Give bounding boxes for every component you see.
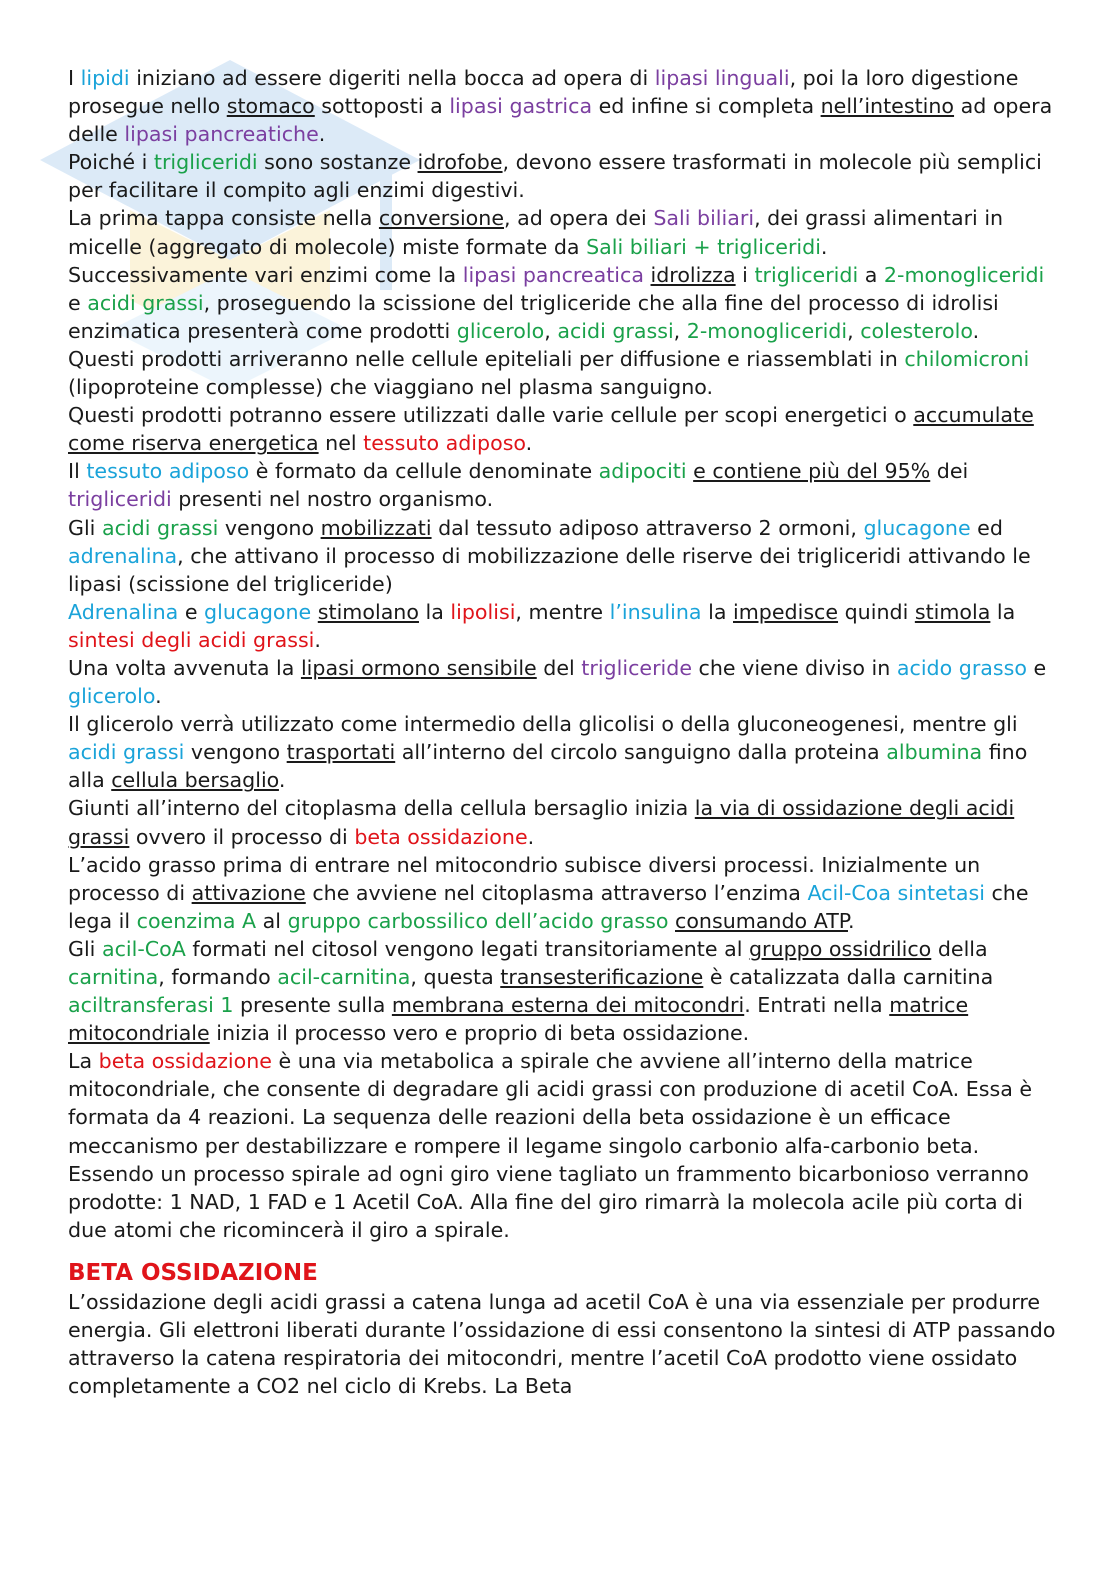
highlighted-term: coenzima A <box>136 908 257 933</box>
text-run: Gli <box>68 936 102 961</box>
text-run: inizia il processo vero e proprio di beta ossidazione. <box>209 1021 750 1046</box>
text-run: , devono essere trasformati in molecole più semplici per facilitare il compito agli enzimi digestivi. <box>68 150 1042 203</box>
text-run: . <box>155 684 162 709</box>
text-run: . Entrati nella <box>744 993 890 1018</box>
text-run: , dei grassi alimentari in micelle (aggregato di molecole) miste formate da <box>68 206 1004 259</box>
underlined-term: stimola <box>914 599 991 624</box>
text-run: . <box>820 234 828 259</box>
highlighted-term: l’insulina <box>609 599 702 624</box>
text-run: che avviene nel citoplasma attraverso l’enzima <box>305 880 808 905</box>
paragraph <box>68 1047 1058 1159</box>
text-run: e <box>1027 655 1047 680</box>
text-run: ad opera delle <box>68 94 1053 147</box>
text-run: . <box>278 768 286 793</box>
text-run: a <box>858 262 884 287</box>
text-run: Questi prodotti potranno essere utilizzati dalle varie cellule per scopi energetici o <box>68 403 914 428</box>
text-run: Il <box>68 459 87 484</box>
text-run: Giunti all’interno del citoplasma della cellula bersaglio inizia <box>68 796 695 821</box>
highlighted-term: glicerolo <box>68 684 156 709</box>
text-run: che lega il <box>68 880 1029 933</box>
paragraph <box>68 851 1058 935</box>
text-run: . <box>972 318 980 343</box>
text-run: è formato da cellule denominate <box>249 459 599 484</box>
highlighted-term: acidi grassi <box>101 515 219 540</box>
highlighted-term: acido grasso <box>896 655 1027 680</box>
text-run: , mentre <box>515 599 610 624</box>
body-paragraphs <box>68 64 1058 1244</box>
text-run: la <box>701 599 733 624</box>
section-heading: BETA OSSIDAZIONE <box>68 1259 318 1286</box>
highlighted-term: chilomicroni <box>904 346 1030 371</box>
text-run: la <box>990 599 1016 624</box>
text-run: nel <box>318 431 364 456</box>
highlighted-term: Sali biliari + trigliceridi <box>586 234 821 259</box>
paragraph <box>68 794 1058 850</box>
text-run: . <box>847 908 855 933</box>
highlighted-term: sintesi degli acidi grassi <box>68 627 315 652</box>
underlined-term: stimolano <box>317 599 419 624</box>
paragraph <box>68 401 1058 457</box>
underlined-term: accumulate come riserva energetica <box>68 403 1034 456</box>
highlighted-term: lipolisi <box>450 599 516 624</box>
text-run: presenti nel nostro organismo. <box>171 487 494 512</box>
highlighted-term: acil-carnitina <box>277 965 411 989</box>
text-run: Successivamente vari enzimi come la <box>68 262 463 287</box>
text-run: , proseguendo la scissione del trigliceride che alla fine del processo di idrolisi enzimatica presenterà come prodotti <box>68 290 999 343</box>
text-run: . <box>314 627 321 652</box>
highlighted-term: lipasi gastrica <box>449 94 593 119</box>
underlined-term: trasportati <box>286 740 396 765</box>
underlined-term: stomaco <box>226 94 315 119</box>
paragraph <box>68 1160 1058 1244</box>
paragraph <box>68 345 1058 401</box>
text-run: formati nel citosol vengono legati transitoriamente al <box>185 936 749 961</box>
paragraph <box>68 935 1058 1047</box>
text-run: ed <box>970 515 1003 540</box>
highlighted-term: lipasi pancreatica <box>462 262 644 287</box>
text-run: al <box>256 908 288 933</box>
underlined-term: membrana esterna dei mitocondri <box>391 993 745 1018</box>
highlighted-term: acil-CoA <box>101 936 186 961</box>
highlighted-term: trigliceridi <box>68 487 172 512</box>
text-run: vengono <box>184 740 287 765</box>
underlined-term: matrice mitocondriale <box>68 993 969 1046</box>
underlined-term: impedisce <box>733 599 839 624</box>
text-run: dei <box>930 459 969 484</box>
paragraph <box>68 598 1058 654</box>
highlighted-term: beta ossidazione <box>354 824 528 849</box>
paragraph <box>68 148 1058 204</box>
underlined-term: cellula bersaglio <box>111 768 279 793</box>
text-run: e <box>178 599 205 624</box>
text-run: è una via metabolica a spirale che avviene all’interno della matrice mitocondriale, che consente di degradare gli acidi grassi con produzione di acetil CoA. Essa è formata da 4 reazioni. La sequenza delle reazioni della beta ossidazione è un efficace meccanismo per destabilizzare e rompere il legame singolo carbonio alfa-carbonio beta. <box>68 1049 1033 1158</box>
text-run: La prima tappa consiste nella <box>68 206 379 231</box>
text-run: Una volta avvenuta la <box>68 655 301 680</box>
underlined-term: transesterificazione <box>500 965 704 989</box>
text-run: (lipoproteine complesse) che viaggiano nel plasma sanguigno. <box>68 375 714 400</box>
text-run: fino alla <box>68 740 1028 793</box>
text-run: la <box>418 599 451 624</box>
underlined-term: gruppo ossidrilico <box>748 936 932 961</box>
highlighted-term: lipasi linguali <box>654 66 790 90</box>
text-run: vengono <box>218 515 321 540</box>
highlighted-term: albumina <box>886 740 983 765</box>
highlighted-term: beta ossidazione <box>98 1049 272 1074</box>
highlighted-term: 2-monogliceridi <box>686 318 848 343</box>
text-run: . <box>527 824 535 849</box>
text-run: La <box>68 1049 99 1074</box>
paragraph <box>68 64 1058 148</box>
text-run: , <box>673 318 687 343</box>
text-run: e <box>68 290 88 315</box>
text-run: I <box>68 66 81 90</box>
text-run: all’interno del circolo sanguigno dalla proteina <box>395 740 887 765</box>
highlighted-term: tessuto adiposo <box>363 431 526 456</box>
text-run: , ad opera dei <box>504 206 654 231</box>
text-run: iniziano ad essere digeriti nella bocca ad opera di <box>129 66 655 90</box>
paragraph <box>68 261 1058 345</box>
text-run: i <box>735 262 755 287</box>
highlighted-term: colesterolo <box>860 318 973 343</box>
highlighted-term: carnitina <box>68 965 159 989</box>
text-run: ovvero il processo di <box>129 824 355 849</box>
highlighted-term: gruppo carbossilico dell’acido grasso <box>287 908 669 933</box>
highlighted-term: trigliceridi <box>153 150 258 175</box>
text-run: quindi <box>838 599 915 624</box>
highlighted-term: acidi grassi <box>557 318 674 343</box>
underlined-term: idrolizza <box>650 262 736 287</box>
underlined-term: e contiene più del 95% <box>693 459 931 484</box>
highlighted-term: adrenalina <box>68 543 178 568</box>
text-run: della <box>931 936 988 961</box>
paragraph <box>68 457 1058 513</box>
underlined-term: la via di ossidazione degli acidi grassi <box>68 796 1015 849</box>
text-run: del <box>536 655 582 680</box>
paragraph <box>68 654 1058 710</box>
text-run: presente sulla <box>233 993 392 1018</box>
text-run: ed infine si completa <box>592 94 821 119</box>
text-run: che viene diviso in <box>692 655 897 680</box>
highlighted-term: Sali biliari <box>653 206 755 231</box>
highlighted-term: trigliceride <box>581 655 692 680</box>
text-run: sono sostanze <box>257 150 418 175</box>
highlighted-term: glucagone <box>863 515 971 540</box>
text-run: Gli <box>68 515 102 540</box>
paragraph <box>68 514 1058 598</box>
text-run: , <box>847 318 861 343</box>
underlined-term: conversione <box>378 206 504 231</box>
text-run: Questi prodotti arriveranno nelle cellule epiteliali per diffusione e riassemblati in <box>68 346 905 371</box>
underlined-term: mobilizzati <box>320 515 432 540</box>
underlined-term: attivazione <box>191 880 306 905</box>
paragraph <box>68 204 1058 260</box>
text-run: , <box>544 318 558 343</box>
highlighted-term: adipociti <box>598 459 687 484</box>
text-run: sottoposti a <box>314 94 450 119</box>
highlighted-term: 2-monogliceridi <box>883 262 1045 287</box>
text-run: . <box>525 431 533 456</box>
text-run: . <box>318 122 326 147</box>
highlighted-term: tessuto adiposo <box>86 459 250 484</box>
text-run: Essendo un processo spirale ad ogni giro viene tagliato un frammento bicarbonioso verranno prodotte: 1 NAD, 1 FAD e 1 Acetil CoA. Alla fine del giro rimarrà la molecola acile più corta di due atomi che ricomincerà il giro a spirale. <box>68 1161 1029 1242</box>
text-run: Il glicerolo verrà utilizzato come intermedio della glicolisi o della gluconeogenesi, mentre gli <box>68 712 1018 737</box>
highlighted-term: trigliceridi <box>754 262 859 287</box>
text-run: L’acido grasso prima di entrare nel mitocondrio subisce diversi processi. Inizialmente un processo di <box>68 852 981 905</box>
highlighted-term: lipasi pancreatiche <box>124 122 319 147</box>
highlighted-term: Adrenalina <box>68 599 179 624</box>
highlighted-term: Acil-Coa sintetasi <box>807 880 985 905</box>
highlighted-term: glucagone <box>204 599 312 624</box>
highlighted-term: glicerolo <box>456 318 545 343</box>
highlighted-term: acidi grassi <box>68 740 185 765</box>
highlighted-term: acidi grassi <box>87 290 204 315</box>
text-run: , che attivano il processo di mobilizzazione delle riserve dei trigliceridi attivando le lipasi (scissione del trigliceride) <box>68 543 1031 596</box>
underlined-term: idrofobe <box>417 150 503 175</box>
paragraph <box>68 710 1058 794</box>
section-body: L’ossidazione degli acidi grassi a catena lunga ad acetil CoA è una via essenziale per produrre energia. Gli elettroni liberati durante l’ossidazione di essi consentono la sintesi di ATP passando attraverso la catena respiratoria dei mitocondri, mentre l’acetil CoA prodotto viene ossidato completamente a CO2 nel ciclo di Krebs. La Beta <box>68 1289 1056 1399</box>
highlighted-term: aciltransferasi 1 <box>68 993 234 1018</box>
text-run: è catalizzata dalla carnitina <box>703 965 994 989</box>
text-run: dal tessuto adiposo attraverso 2 ormoni, <box>431 515 864 540</box>
document-page <box>68 64 1058 1400</box>
highlighted-term: lipidi <box>80 66 130 90</box>
underlined-term: lipasi ormono sensibile <box>300 655 537 680</box>
text-run: , formando <box>158 965 278 989</box>
text-run: , poi la loro digestione prosegue nello <box>68 66 1019 119</box>
text-run: , questa <box>410 965 501 989</box>
underlined-term: consumando ATP <box>675 908 848 933</box>
underlined-term: nell’intestino <box>820 94 955 119</box>
text-run: Poiché i <box>68 150 154 175</box>
